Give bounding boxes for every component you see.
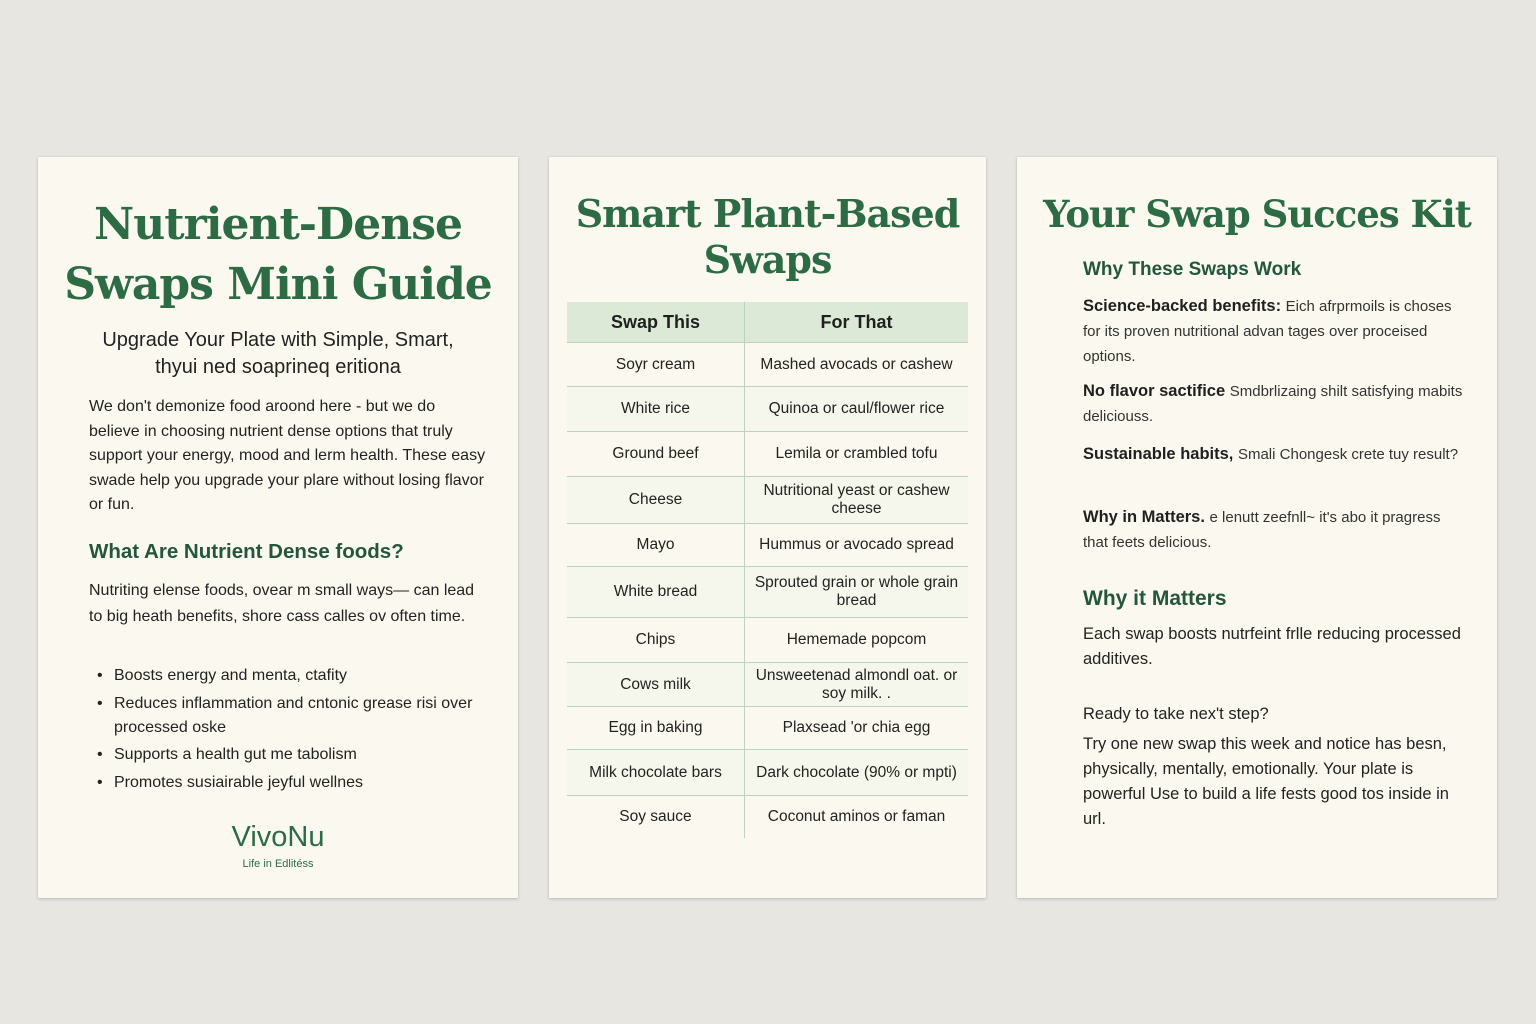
matters-paragraph: Each swap boosts nutrfeint frlle reducing processed additives.	[1083, 625, 1461, 668]
page-title: Nutrient-Dense Swaps Mini Guide	[64, 199, 492, 310]
swap-table	[567, 302, 968, 838]
brand-tagline: Life in Edlitéss	[242, 858, 314, 870]
benefit-item-lead: No flavor sactifice	[1083, 382, 1226, 400]
swap-from-cell: Milk chocolate bars	[567, 750, 745, 796]
table-row	[567, 567, 968, 618]
swap-from-cell: Soy sauce	[567, 796, 745, 838]
swap-from-cell: Cows milk	[567, 663, 745, 707]
table-row	[567, 707, 968, 750]
intro-paragraph: We don't demonize food aroond here - but we do believe in choosing nutrient dense options that truly support your energy, mood and lerm health. These easy swade help you upgrade your plare without losing flavor or fun.	[89, 398, 486, 513]
benefit-list	[89, 664, 499, 798]
swap-to-cell: Hummus or avocado spread	[745, 524, 969, 567]
swap-to-cell: Coconut aminos or faman	[745, 796, 969, 838]
table-row	[567, 663, 968, 707]
table-row	[567, 750, 968, 796]
table-row	[567, 387, 968, 432]
swap-to-cell: Unsweetenad almondl oat. or soy milk. .	[745, 663, 969, 707]
page-title: Smart Plant-Based Swaps	[575, 191, 960, 282]
subtitle-line-1: Upgrade Your Plate with Simple, Smart,	[102, 329, 454, 351]
swap-to-cell: Hememade popcom	[745, 618, 969, 663]
swap-from-cell: White rice	[567, 387, 745, 432]
swap-from-cell: Egg in baking	[567, 707, 745, 750]
swap-to-cell: Dark chocolate (90% or mpti)	[745, 750, 969, 796]
swap-to-cell: Sprouted grain or whole grain bread	[745, 567, 969, 618]
table-row	[567, 618, 968, 663]
benefit-item-lead: Science-backed benefits:	[1083, 297, 1282, 315]
benefit-item	[1083, 442, 1463, 467]
swap-from-cell: Soyr cream	[567, 343, 745, 387]
page-title: Your Swap Succes Kit	[1043, 192, 1471, 236]
ready-prompt: Ready to take nex't step?	[1083, 705, 1269, 723]
swap-from-cell: Mayo	[567, 524, 745, 567]
column-header-for-that: For That	[745, 302, 969, 343]
why-swaps-work-heading: Why These Swaps Work	[1083, 259, 1302, 280]
column-header-swap-this: Swap This	[567, 302, 745, 343]
swap-to-cell: Nutritional yeast or cashew cheese	[745, 477, 969, 524]
subtitle-line-2: thyui ned soaprineq eritiona	[155, 356, 401, 378]
swap-from-cell: Chips	[567, 618, 745, 663]
swap-table-page	[549, 157, 986, 898]
table-header-row	[567, 302, 968, 343]
list-item: • Supports a health gut me tabolism	[89, 743, 499, 767]
benefit-item-text: e lenutt zeefnll~ it's abo it pragress that feets delicious.	[1083, 509, 1441, 551]
table-row	[567, 796, 968, 838]
list-item: • Promotes susiairable jeyful wellnes	[89, 771, 499, 795]
success-kit-page	[1017, 157, 1497, 898]
swap-to-cell: Lemila or crambled tofu	[745, 432, 969, 477]
benefit-item	[1083, 505, 1463, 555]
benefit-item-text: Eich afrprmoils is choses for its proven nutritional advan tages over proceised options.	[1083, 298, 1452, 365]
swap-from-cell: White bread	[567, 567, 745, 618]
benefit-item	[1083, 294, 1463, 369]
table-row	[567, 432, 968, 477]
brand-logo: VivoNu	[231, 821, 325, 853]
swap-from-cell: Cheese	[567, 477, 745, 524]
table-row	[567, 524, 968, 567]
benefit-item-lead: Sustainable habits,	[1083, 445, 1234, 463]
table-row	[567, 477, 968, 524]
mini-guide-page	[38, 157, 518, 898]
why-it-matters-heading: Why it Matters	[1083, 587, 1227, 610]
benefit-item-lead: Why in Matters.	[1083, 508, 1205, 526]
benefit-item	[1083, 379, 1463, 429]
list-item: • Reduces inflammation and cntonic grease risi over processed oske	[89, 692, 499, 740]
swap-table-body	[567, 343, 968, 838]
benefit-item-text: Smdbrlizaing shilt satisfying mabits deliciouss.	[1083, 383, 1463, 425]
swap-to-cell: Quinoa or caul/flower rice	[745, 387, 969, 432]
list-item: • Boosts energy and menta, ctafity	[89, 664, 499, 688]
benefit-item-text: Smali Chongesk crete tuy result?	[1237, 446, 1459, 463]
closing-paragraph: Try one new swap this week and notice has besn, physically, mentally, emotionally. Your plate is powerful Use to build a life fests good tos inside in url.	[1083, 735, 1449, 828]
subtitle	[58, 327, 498, 381]
swap-to-cell: Plaxsead 'or chia egg	[745, 707, 969, 750]
section-heading: What Are Nutrient Dense foods?	[89, 540, 404, 563]
swap-from-cell: Ground beef	[567, 432, 745, 477]
swap-to-cell: Mashed avocads or cashew	[745, 343, 969, 387]
section-paragraph: Nutriting elense foods, ovear m small ways— can lead to big heath benefits, shore cass calles ov often time.	[89, 582, 475, 625]
table-row	[567, 343, 968, 387]
